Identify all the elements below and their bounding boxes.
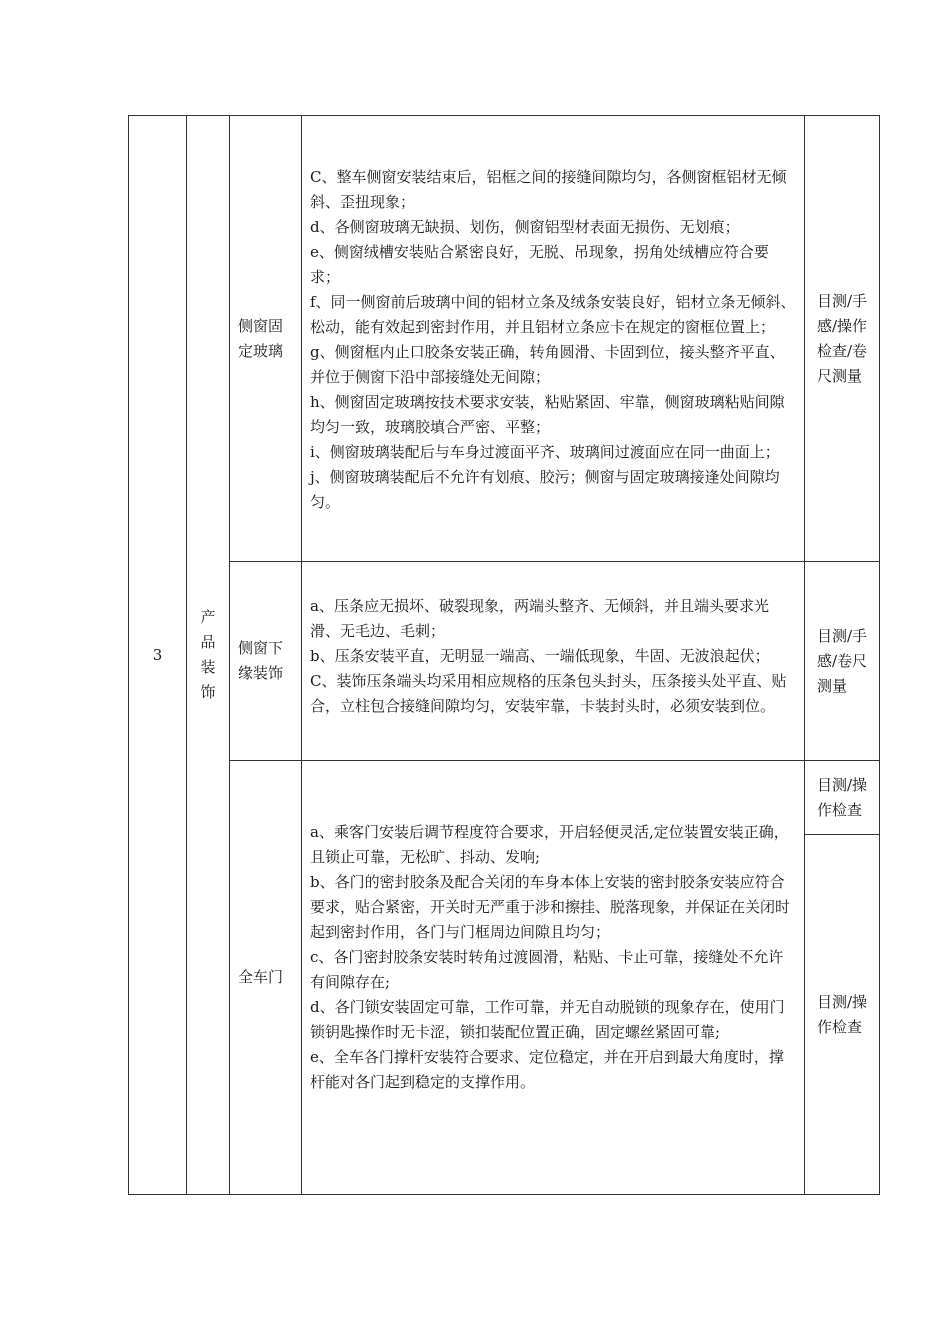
requirement-text: a、压条应无损坏、破裂现象，两端头整齐、无倾斜，并且端头要求光滑、无毛边、毛刺； bbox=[310, 596, 769, 640]
method-cell: 目测/手感/卷尺测量 bbox=[805, 562, 880, 761]
category-cell bbox=[187, 116, 230, 1195]
item-name: 全车门 bbox=[230, 761, 302, 1195]
method-cell: 目测/手感/操作检查/卷尺测量 bbox=[805, 116, 880, 562]
method-cell: 目测/操作检查 bbox=[805, 761, 880, 835]
category-label: 产品装饰 bbox=[200, 608, 216, 701]
inspection-table bbox=[128, 115, 880, 1195]
item-name: 侧窗固定玻璃 bbox=[230, 116, 302, 562]
requirements-cell bbox=[302, 562, 805, 761]
table-row bbox=[129, 761, 880, 835]
requirements-cell bbox=[302, 761, 805, 1195]
row-number: 3 bbox=[129, 116, 187, 1195]
requirement-text: h、侧窗固定玻璃按技术要求安装，粘贴紧固、牢靠，侧窗玻璃粘贴间隙均匀一致，玻璃胶填合严密、平整； bbox=[310, 392, 785, 436]
requirement-text: b、各门的密封胶条及配合关闭的车身本体上安装的密封胶条安装应符合要求，贴合紧密，开关时无严重于涉和擦挂、脱落现象，并保证在关闭时起到密封作用，各门与门框周边间隙且均匀； bbox=[310, 873, 791, 941]
requirement-text: a、乘客门安装后调节程度符合要求，开启轻便灵活,定位装置安装正确，且锁止可靠，无松旷、抖动、发响; bbox=[310, 823, 789, 866]
table-row bbox=[129, 116, 880, 562]
requirement-text: c、各门密封胶条安装时转角过渡圆滑，粘贴、卡止可靠，接缝处不允许有间隙存在; bbox=[310, 948, 784, 991]
requirement-text: e、全车各门撑杆安装符合要求、定位稳定，并在开启到最大角度时，撑杆能对各门起到稳定的支撑作用。 bbox=[310, 1048, 784, 1091]
requirement-text: d、各门锁安装固定可靠，工作可靠，并无自动脱锁的现象存在，使用门锁钥匙操作时无卡涩，锁扣装配位置正确，固定螺丝紧固可靠; bbox=[310, 998, 785, 1041]
requirement-text: i、侧窗玻璃装配后与车身过渡面平齐、玻璃间过渡面应在同一曲面上； bbox=[310, 442, 780, 461]
requirement-text: f、同一侧窗前后玻璃中间的铝材立条及绒条安装良好，铝材立条无倾斜、松动，能有效起到密封作用，并且铝材立条应卡在规定的窗框位置上； bbox=[310, 292, 796, 336]
item-name: 侧窗下缘装饰 bbox=[230, 562, 302, 761]
requirements-cell bbox=[302, 116, 805, 562]
requirement-text: j、侧窗玻璃装配后不允许有划痕、胶污；侧窗与固定玻璃接逢处间隙均匀。 bbox=[310, 467, 780, 511]
requirement-text: e、侧窗绒槽安装贴合紧密良好，无脱、吊现象，拐角处绒槽应符合要求； bbox=[310, 242, 769, 286]
requirement-text: C、装饰压条端头均采用相应规格的压条包头封头，压条接头处平直、贴合，立柱包合接缝间隙均匀，安装牢靠，卡装封头时，必须安装到位。 bbox=[310, 671, 787, 715]
requirement-text: d、各侧窗玻璃无缺损、划伤，侧窗铝型材表面无损伤、无划痕； bbox=[310, 217, 740, 236]
table-row bbox=[129, 562, 880, 761]
method-cell: 目测/操作检查 bbox=[805, 835, 880, 1195]
requirement-text: C、整车侧窗安装结束后，铝框之间的接缝间隙均匀，各侧窗框铝材无倾斜、歪扭现象； bbox=[310, 167, 787, 211]
requirement-text: g、侧窗框内止口胶条安装正确，转角圆滑、卡固到位，接头整齐平直、并位于侧窗下沿中部接缝处无间隙； bbox=[310, 342, 785, 386]
requirement-text: b、压条安装平直，无明显一端高、一端低现象，牛固、无波浪起伏； bbox=[310, 646, 770, 665]
